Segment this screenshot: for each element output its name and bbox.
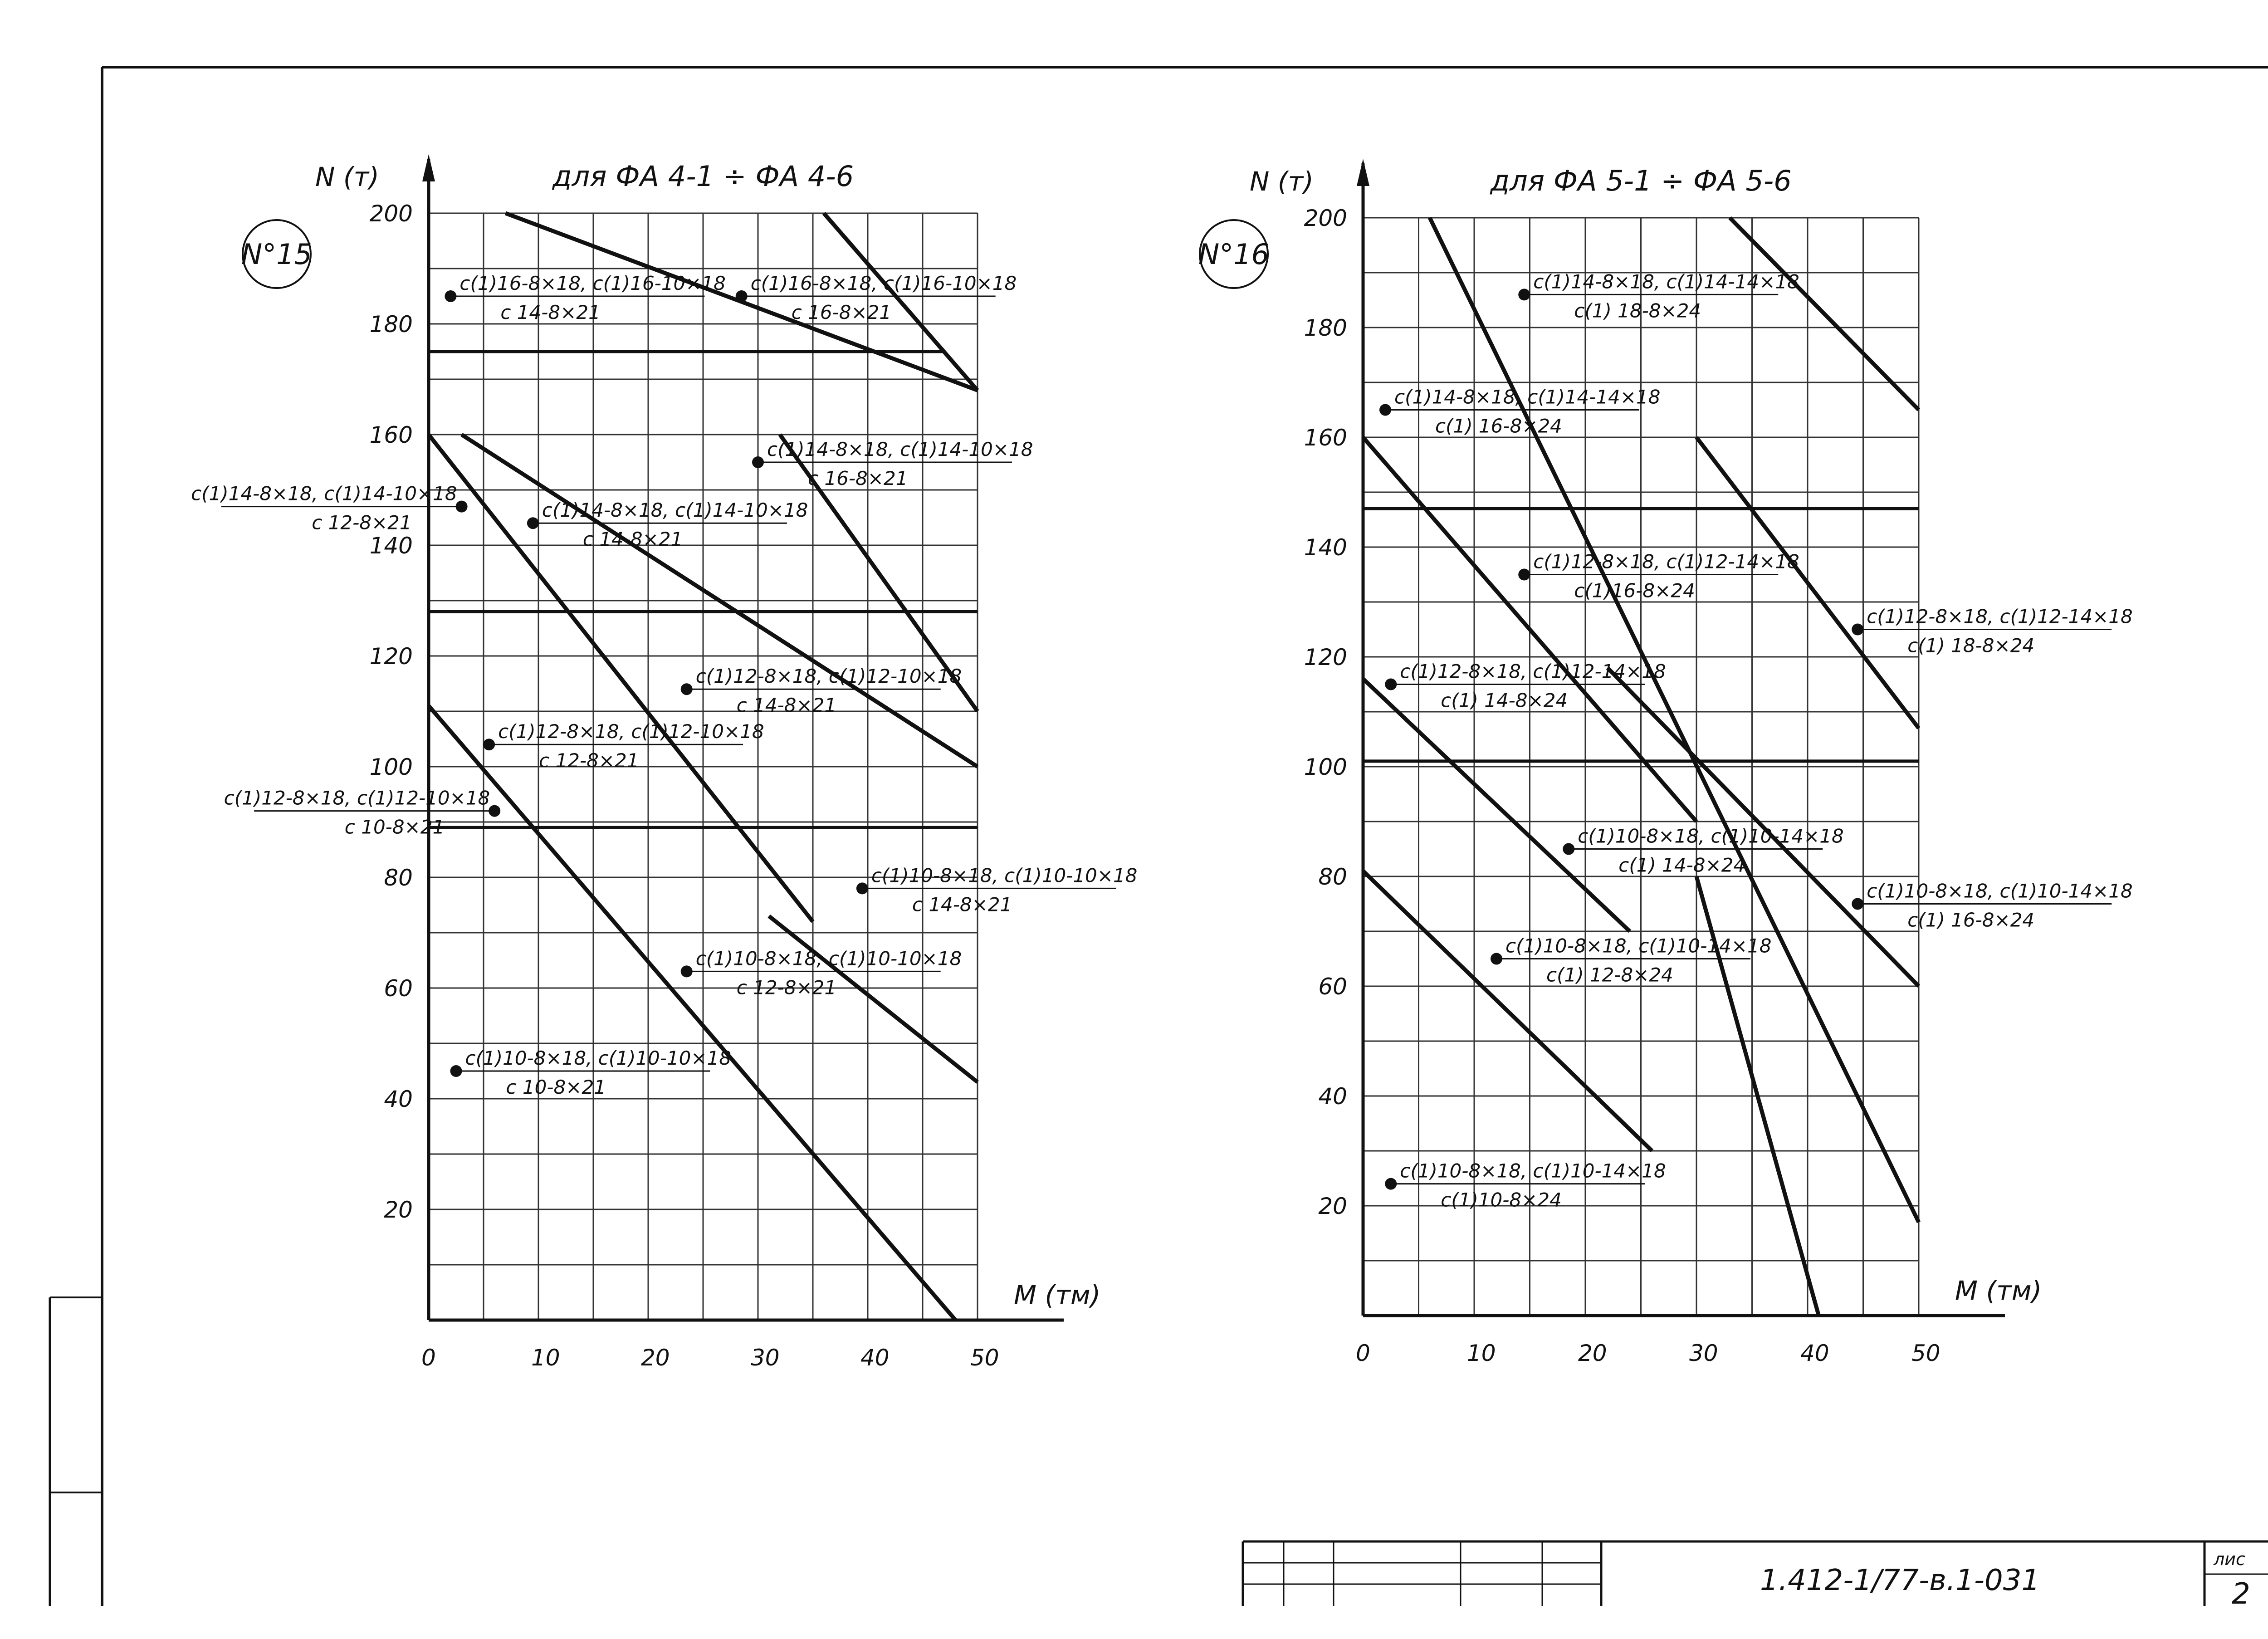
x-tick-label: 40 [860,1345,890,1371]
annotation-bottom: с 14-8×21 [912,893,1012,916]
y-tick-label: 20 [384,1197,413,1223]
x-tick-label: 0 [421,1345,436,1371]
y-tick-label: 100 [369,754,413,780]
series-line [1430,218,1919,1222]
x-tick-label: 50 [970,1345,999,1371]
y-tick-label: 200 [1304,205,1347,231]
y-tick-label: 160 [1304,425,1347,451]
annotation-bottom: с 10-8×21 [506,1076,606,1098]
x-tick-label: 10 [1467,1340,1496,1366]
y-axis-title: N (т) [315,161,379,192]
annotation-top: с(1)14-8×18, с(1)14-10×18 [542,499,808,522]
y-tick-label: 180 [369,311,413,338]
annotation-bottom: с(1) 16-8×24 [1907,909,2035,931]
y-tick-label: 80 [384,865,413,891]
x-tick-label: 30 [751,1345,780,1371]
sheet-label: лис [2214,1549,2245,1569]
annotation-bottom: с 12-8×21 [736,976,837,999]
x-tick-label: 50 [1911,1340,1941,1366]
annotation-bottom: с 12-8×21 [539,749,639,772]
annotation-top: с(1)14-8×18, с(1)14-10×18 [767,438,1033,460]
annotation-top: с(1)12-8×18, с(1)12-14×18 [1867,605,2133,628]
annotation-bottom: с(1) 18-8×24 [1574,299,1701,322]
title-block [1243,1541,2268,1606]
annotation-top: с(1)16-8×18, с(1)16-10×18 [459,272,726,294]
y-tick-label: 20 [1318,1193,1347,1219]
annotation-top: с(1)12-8×18, с(1)12-10×18 [695,665,962,688]
annotation-top: с(1)10-8×18, с(1)10-10×18 [465,1047,732,1069]
annotation-bottom: с(1)10-8×24 [1441,1189,1562,1211]
annotation-bottom: с 10-8×21 [344,816,445,838]
annotation-top: с(1)10-8×18, с(1)10-10×18 [695,947,962,970]
y-axis-arrow [1357,159,1369,186]
annotation-bottom: с(1) 16-8×24 [1435,415,1562,437]
annotation-top: с(1)12-8×18, с(1)12-10×18 [498,720,764,743]
annotation-top: с(1)10-8×18, с(1)10-14×18 [1400,1160,1666,1182]
y-tick-label: 40 [384,1086,413,1112]
annotation-top: с(1)14-8×18, с(1)14-10×18 [191,482,457,505]
chart-number-badge: N°16 [1198,238,1270,271]
series-line [429,706,956,1320]
x-tick-label: 0 [1356,1340,1370,1366]
annotation-top: с(1)16-8×18, с(1)16-10×18 [750,272,1017,294]
annotation-top: с(1)12-8×18, с(1)12-10×18 [224,787,490,809]
annotation-top: с(1)14-8×18, с(1)14-14×18 [1533,270,1799,293]
series-line [769,916,978,1082]
document-code: 1.412-1/77-в.1-031 [1760,1564,2040,1597]
y-axis-arrow [422,154,435,181]
y-tick-label: 120 [369,643,413,670]
annotation-top: с(1)10-8×18, с(1)10-14×18 [1505,934,1772,957]
annotation-bottom: с(1) 18-8×24 [1907,634,2035,657]
y-tick-label: 80 [1318,864,1347,890]
y-tick-label: 100 [1304,754,1347,780]
chart-number-badge: N°15 [241,238,313,271]
annotation-bottom: с 16-8×21 [791,301,892,323]
annotation-bottom: с(1) 14-8×24 [1441,689,1568,712]
x-tick-label: 30 [1689,1340,1718,1366]
series-line [1730,218,1919,410]
y-tick-label: 140 [1304,534,1347,561]
y-tick-label: 160 [369,422,413,448]
annotation-bottom: с(1) 14-8×24 [1618,854,1746,876]
annotation-top: с(1)10-8×18, с(1)10-14×18 [1867,880,2133,902]
annotation-bottom: с 12-8×21 [312,511,412,534]
annotation-bottom: с 14-8×21 [582,528,683,551]
x-axis-title: M (тм) [1014,1280,1101,1311]
annotation-top: с(1)12-8×18, с(1)12-14×18 [1533,550,1799,573]
annotation-top: с(1)14-8×18, с(1)14-14×18 [1394,386,1661,408]
y-tick-label: 140 [369,533,413,559]
annotation-top: с(1)12-8×18, с(1)12-14×18 [1400,660,1666,683]
annotation-bottom: с 14-8×21 [500,301,601,323]
annotation-bottom: с(1) 12-8×24 [1546,964,1673,986]
chart-title: для ФА 4-1 ÷ ФА 4-6 [552,160,854,193]
annotation-bottom: с(1)16-8×24 [1574,579,1695,602]
y-tick-label: 60 [1318,974,1347,1000]
chart-title: для ФА 5-1 ÷ ФА 5-6 [1490,164,1792,197]
annotation-bottom: с 14-8×21 [736,694,837,717]
x-axis-title: M (тм) [1955,1275,2042,1306]
x-tick-label: 10 [531,1345,560,1371]
sheet-number: 2 [2232,1577,2250,1611]
y-tick-label: 40 [1318,1083,1347,1110]
annotation-top: с(1)10-8×18, с(1)10-10×18 [871,864,1138,887]
y-axis-title: N (т) [1250,166,1314,197]
y-tick-label: 200 [369,201,413,227]
y-tick-label: 120 [1304,644,1347,670]
annotation-bottom: с 16-8×21 [808,467,908,489]
annotation-top: с(1)10-8×18, с(1)10-14×18 [1578,825,1844,847]
chart-15 [191,154,1137,1371]
x-tick-label: 20 [1578,1340,1607,1366]
y-tick-label: 60 [384,975,413,1002]
series-line [1363,679,1630,931]
chart-16 [1198,159,2133,1366]
y-tick-label: 180 [1304,315,1347,341]
x-tick-label: 20 [641,1345,670,1371]
x-tick-label: 40 [1800,1340,1829,1366]
